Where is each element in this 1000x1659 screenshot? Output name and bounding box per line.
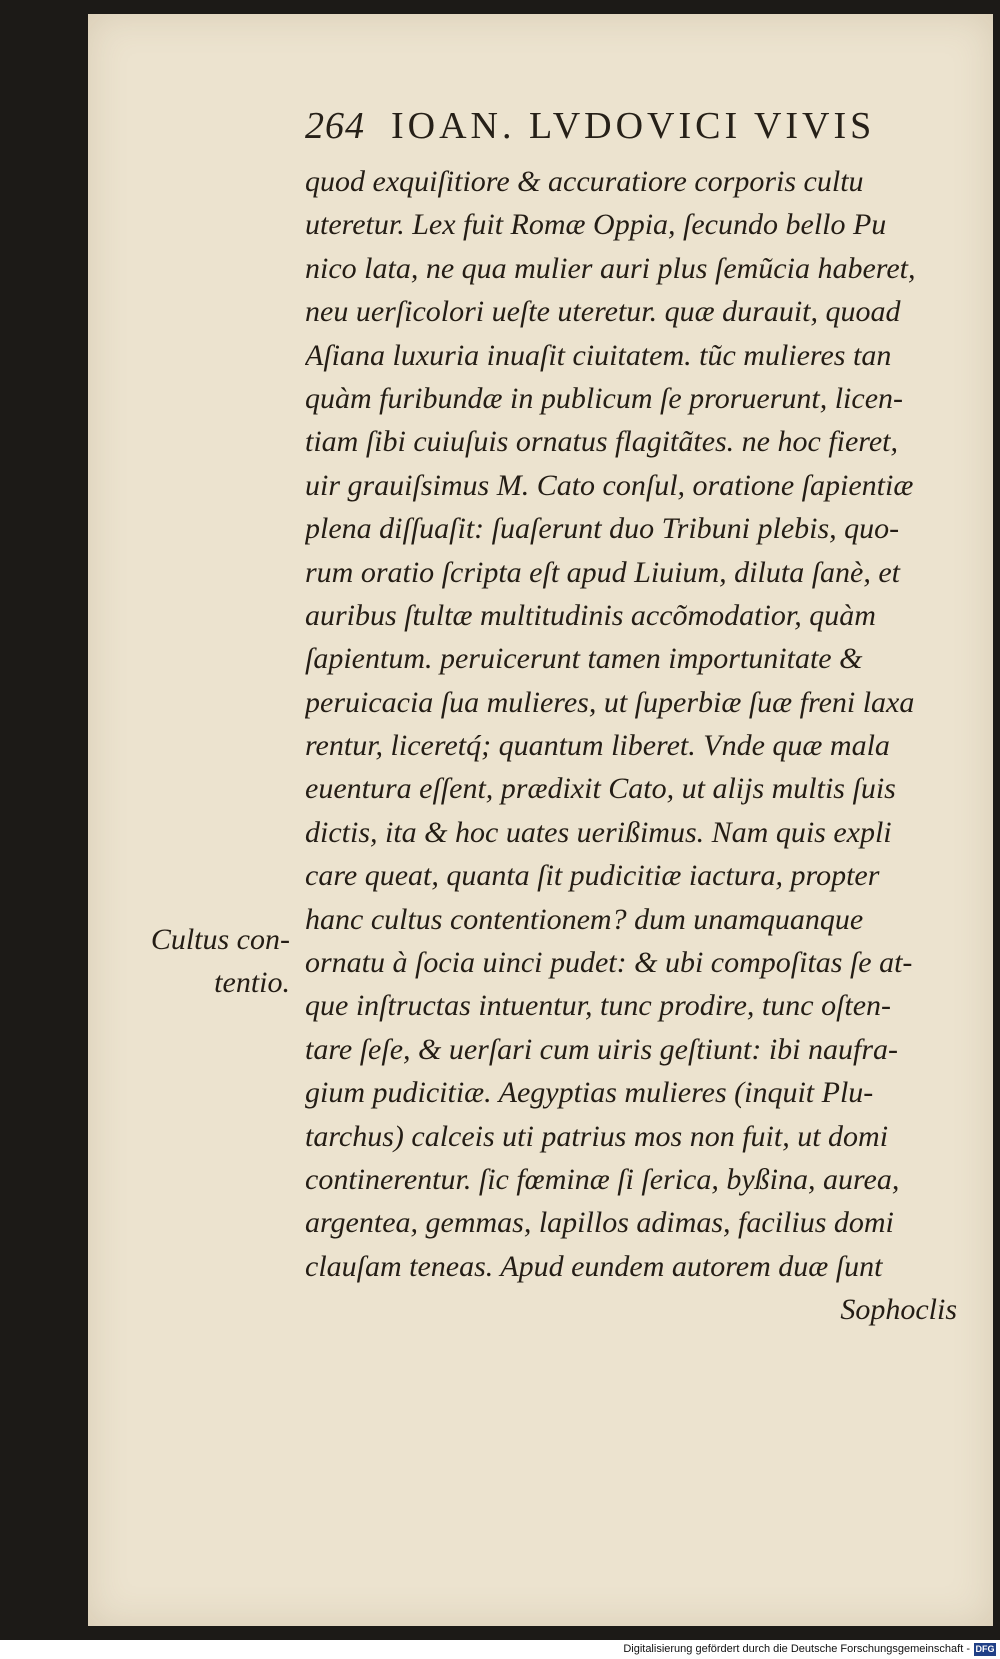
text-line: dictis, ita & hoc uates uerißimus. Nam quis expli: [305, 815, 892, 849]
marginal-note-line: Cultus con-: [150, 923, 290, 956]
text-line: hanc cultus contentionem? dum unamquanque: [305, 902, 864, 936]
digitization-footer: [0, 1640, 1000, 1659]
text-line: quàm furibundæ in publicum ſe proruerunt, licen-: [305, 381, 904, 415]
text-line: ſapientum. peruicerunt tamen importunitate &: [305, 642, 863, 676]
text-line: argentea, gemmas, lapillos adimas, facilius domi: [305, 1206, 894, 1240]
text-line: rum oratio ſcripta eſt apud Liuium, diluta ſanè, et: [305, 555, 900, 589]
catchword: Sophoclis: [840, 1293, 957, 1327]
text-line: auribus ſtultæ multitudinis accõmodatior, quàm: [305, 598, 876, 632]
text-line: rentur, liceretq́; quantum liberet. Vnde quæ mala: [305, 729, 890, 763]
text-line: nico lata, ne qua mulier auri plus ſemũcia haberet,: [305, 251, 916, 285]
running-head-title: IOAN. LVDOVICI VIVIS: [391, 105, 876, 147]
funding-credit: Digitalisierung gefördert durch die Deutsche Forschungsgemeinschaft -: [623, 1643, 970, 1655]
text-line: continerentur. ſic fœminæ ſi ſerica, byßina, aurea,: [305, 1162, 900, 1196]
text-line: clauſam teneas. Apud eundem autorem duæ ſunt: [305, 1249, 883, 1283]
text-line: Aſiana luxuria inuaſit ciuitatem. tũc mulieres tan: [305, 338, 892, 372]
text-line: plena diſſuaſit: ſuaſerunt duo Tribuni plebis, quo-: [305, 512, 900, 546]
text-line: euentura eſſent, prædixit Cato, ut alijs multis ſuis: [305, 772, 896, 806]
marginal-note-line: tentio.: [214, 966, 290, 999]
text-line: tarchus) calceis uti patrius mos non fuit, ut domi: [305, 1119, 889, 1153]
text-line: peruicacia ſua mulieres, ut ſuperbiæ ſuæ freni laxa: [305, 685, 915, 719]
text-line: uteretur. Lex fuit Romæ Oppia, ſecundo bello Pu: [305, 208, 887, 242]
text-line: care queat, quanta ſit pudicitiæ iactura, propter: [305, 859, 880, 893]
page-number: 264: [305, 105, 365, 147]
body-text: [305, 160, 965, 1332]
text-line: neu uerſicolori ueſte uteretur. quæ durauit, quoad: [305, 295, 901, 329]
marginal-note: [151, 918, 290, 1004]
text-line: ornatu à ſocia uinci pudet: & ubi compoſitas ſe at-: [305, 946, 913, 980]
dfg-logo-icon: DFG: [975, 1644, 995, 1654]
text-line: tiam ſibi cuiuſuis ornatus flagitãtes. ne hoc fieret,: [305, 425, 899, 459]
text-line: que inſtructas intuentur, tunc prodire, tunc oſten-: [305, 989, 892, 1023]
text-line: quod exquiſitiore & accuratiore corporis cultu: [305, 165, 864, 198]
text-line: gium pudicitiæ. Aegyptias mulieres (inquit Plu-: [305, 1076, 874, 1110]
text-line: uir grauiſsimus M. Cato conſul, oratione ſapientiæ: [305, 468, 914, 502]
text-line: tare ſeſe, & uerſari cum uiris geſtiunt: ibi naufra-: [305, 1032, 898, 1066]
running-head: [305, 104, 945, 154]
